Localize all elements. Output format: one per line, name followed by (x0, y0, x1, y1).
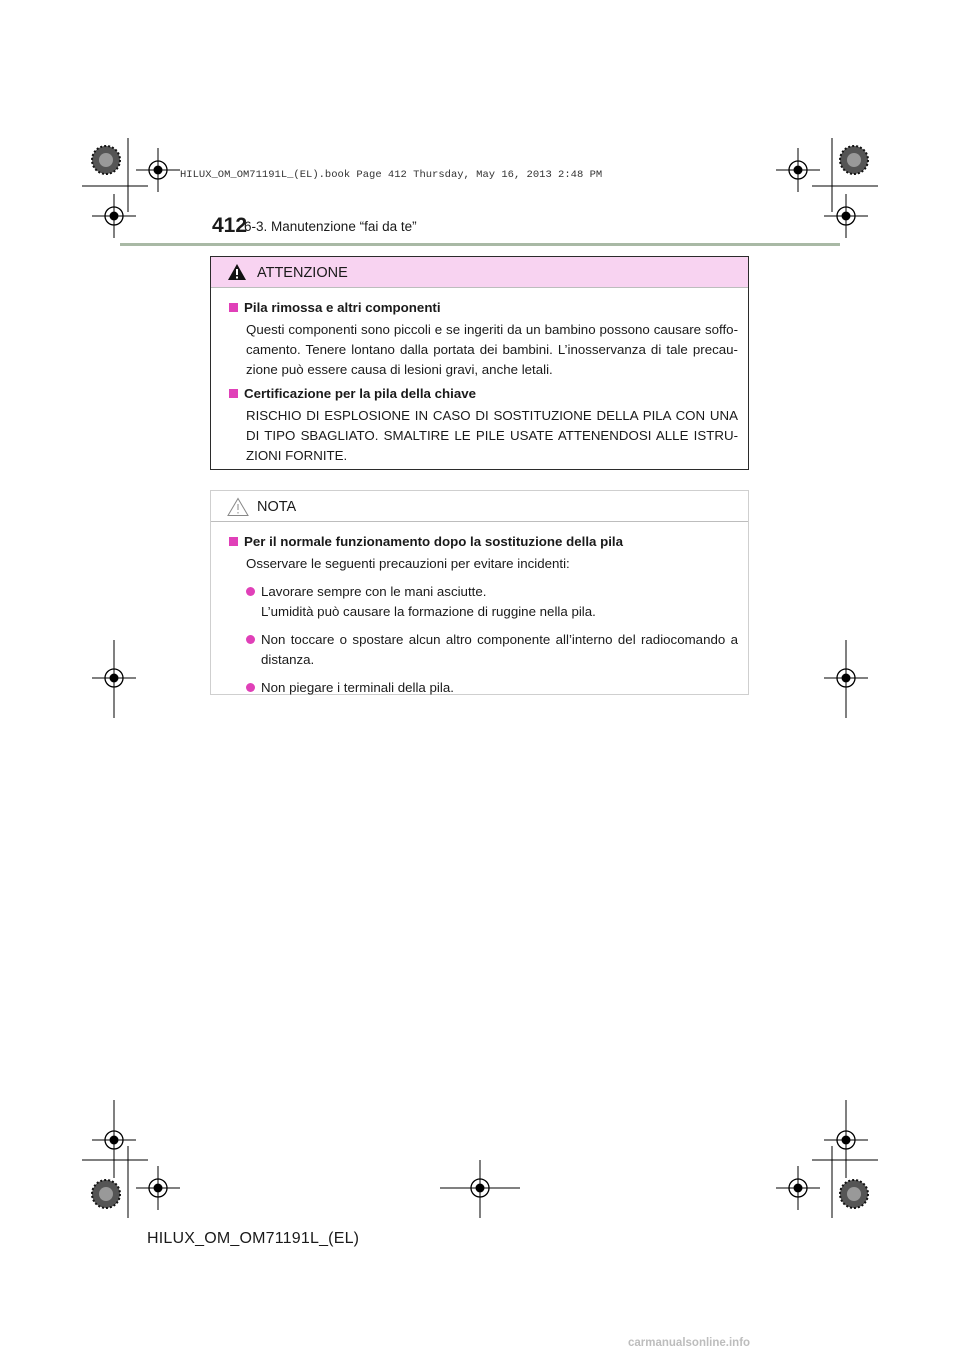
caution-outline-icon (227, 497, 249, 517)
warning-item-text: RISCHIO DI ESPLOSIONE IN CASO DI SOSTITUZIONE DELLA PILA CON UNA DI TIPO SBAGLIATO. SMALTIRE LE PILE USATE ATTENENDOSI ALLE ISTRU-ZIONI FORNITE. (246, 408, 738, 463)
note-box (210, 490, 749, 695)
circle-bullet-icon (246, 635, 255, 644)
watermark: carmanualsonline.info (628, 1337, 751, 1349)
print-header: HILUX_OM_OM71191L_(EL).book Page 412 Thursday, May 16, 2013 2:48 PM (180, 169, 603, 181)
square-bullet-icon (229, 389, 238, 398)
list-item: Non piegare i terminali della pila. (246, 678, 738, 698)
square-bullet-icon (229, 303, 238, 312)
warning-body (211, 288, 748, 466)
warning-triangle-icon (227, 263, 247, 281)
footer-code: HILUX_OM_OM71191L_(EL) (147, 1230, 360, 1247)
warning-label: ATTENZIONE (257, 265, 348, 281)
note-item-title: Per il normale funzionamento dopo la sostituzione della pila (229, 532, 738, 552)
note-intro: Osservare le seguenti precauzioni per evitare incidenti: (246, 556, 570, 571)
list-item: Lavorare sempre con le mani asciutte. L’umidità può causare la formazione di ruggine nella pila. (246, 582, 738, 622)
circle-bullet-icon (246, 683, 255, 692)
warning-item-title: Certificazione per la pila della chiave (229, 384, 738, 404)
warning-item-title: Pila rimossa e altri componenti (229, 298, 738, 318)
circle-bullet-icon (246, 587, 255, 596)
square-bullet-icon (229, 537, 238, 546)
section-title: 6-3. Manutenzione “fai da te” (244, 219, 417, 234)
header-rule (120, 243, 840, 246)
warning-header (211, 257, 748, 288)
note-body (211, 522, 748, 698)
page-number: 412 (212, 214, 248, 237)
list-item: Non toccare o spostare alcun altro componente all’interno del radiocomando a distanza. (246, 630, 738, 670)
warning-item-text: Questi componenti sono piccoli e se ingeriti da un bambino possono causare soffo-camento. Tenere lontano dalla portata dei bambini. L’inosservanza di tale precau-zione può essere causa di lesioni gravi, anche letali. (246, 322, 738, 377)
note-label: NOTA (257, 499, 297, 515)
warning-box (210, 256, 749, 470)
note-header (211, 491, 748, 522)
